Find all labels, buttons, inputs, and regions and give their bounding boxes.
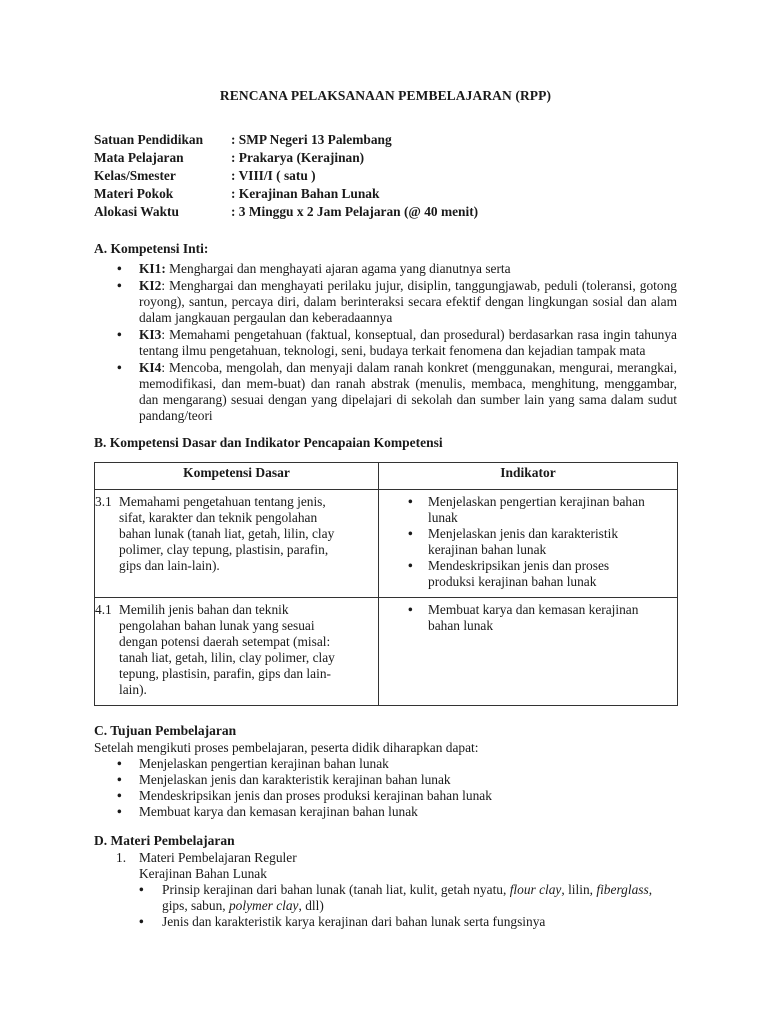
list-item: • Menjelaskan pengertian kerajinan bahan lunak [117, 756, 389, 771]
bullet-icon: • [408, 602, 413, 617]
tujuan-list [94, 756, 677, 820]
kd-cell: 4.1 Memilih jenis bahan dan teknik pengolahan bahan lunak yang sesuai dengan potensi daerah setempat (misal: tanah liat, getah, lilin, clay polimer, clay tepung, plastisin, parafin, gips dan lain-lain). [95, 598, 379, 706]
section-d-heading: D. Materi Pembelajaran [94, 833, 235, 848]
list-item: • Membuat karya dan kemasan kerajinan bahan lunak [408, 602, 639, 633]
materi-sub-list [94, 882, 677, 930]
bullet-icon: • [117, 804, 122, 819]
identity-row: Satuan Pendidikan : SMP Negeri 13 Palembang [94, 132, 392, 147]
bullet-icon: • [408, 526, 413, 541]
list-item: • KI2: Menghargai dan menghayati perilaku jujur, disiplin, tanggungjawab, peduli (toleransi, gotong royong), santun, percaya diri, dalam berinteraksi secara efektif dengan lingkungan sosial dan alam dalam jangkauan pergaulan dan keberadaannya [117, 278, 677, 325]
list-item: • Menjelaskan jenis dan karakteristik kerajinan bahan lunak [408, 526, 619, 557]
kd-cell: 3.1 Memahami pengetahuan tentang jenis, sifat, karakter dan teknik pengolahan bahan lunak (tanah liat, getah, lilin, clay polimer, clay tepung, plastisin, parafin, gips dan lain-lain). [95, 490, 379, 598]
bullet-icon: • [117, 756, 122, 771]
column-header: Indikator [379, 463, 678, 490]
bullet-icon: • [408, 558, 413, 573]
bullet-icon: • [117, 278, 122, 293]
bullet-icon: • [139, 914, 144, 929]
kompetensi-inti-list [94, 261, 677, 424]
list-item: • Menjelaskan jenis dan karakteristik kerajinan bahan lunak [117, 772, 451, 787]
kd-indikator-table [94, 462, 678, 706]
identity-row: Mata Pelajaran : Prakarya (Kerajinan) [94, 150, 365, 165]
list-item: • KI4: Mencoba, mengolah, dan menyaji dalam ranah konkret (menggunakan, mengurai, merangkai, memodifikasi, dan mem-buat) dan ranah abstrak (menulis, membaca, menghitung, menggambar, dan mengarang) sesuai dengan yang dipelajari di sekolah dan sumber lain yang sama dalam sudut pandang/teori [117, 360, 677, 423]
bullet-icon: • [139, 882, 144, 897]
identity-row: Kelas/Smester : VIII/I ( satu ) [94, 168, 316, 183]
table-header-row [95, 463, 678, 490]
bullet-icon: • [117, 261, 122, 276]
indikator-cell [379, 490, 678, 598]
section-c-intro: Setelah mengikuti proses pembelajaran, peserta didik diharapkan dapat: [94, 740, 479, 755]
bullet-icon: • [117, 788, 122, 803]
section-b-heading: B. Kompetensi Dasar dan Indikator Pencapaian Kompetensi [94, 435, 443, 450]
list-item: • Jenis dan karakteristik karya kerajinan dari bahan lunak serta fungsinya [139, 914, 546, 929]
list-item: • Prinsip kerajinan dari bahan lunak (tanah liat, kulit, getah nyatu, flour clay, lilin, fiberglass, gips, sabun, polymer clay, dll) [139, 882, 653, 913]
identity-row: Alokasi Waktu : 3 Minggu x 2 Jam Pelajaran (@ 40 menit) [94, 204, 479, 219]
identity-table [94, 132, 478, 222]
table-row [95, 598, 678, 706]
list-item: • Membuat karya dan kemasan kerajinan bahan lunak [117, 804, 418, 819]
materi-numbered-item: 1. Materi Pembelajaran Reguler Kerajinan Bahan Lunak [116, 850, 297, 881]
section-a-heading: A. Kompetensi Inti: [94, 241, 209, 256]
list-item: • KI1: Menghargai dan menghayati ajaran agama yang dianutnya serta [117, 261, 511, 276]
column-header: Kompetensi Dasar [95, 463, 379, 490]
list-item: • Mendeskripsikan jenis dan proses produksi kerajinan bahan lunak [408, 558, 610, 589]
list-item: • Mendeskripsikan jenis dan proses produksi kerajinan bahan lunak [117, 788, 492, 803]
bullet-icon: • [408, 494, 413, 509]
bullet-icon: • [117, 360, 122, 375]
document-title: RENCANA PELAKSANAAN PEMBELAJARAN (RPP) [219, 88, 552, 103]
bullet-icon: • [117, 772, 122, 787]
bullet-icon: • [117, 327, 122, 342]
document-page [94, 88, 677, 930]
table-row [95, 490, 678, 598]
identity-row: Materi Pokok : Kerajinan Bahan Lunak [94, 186, 380, 201]
section-c-heading: C. Tujuan Pembelajaran [94, 723, 237, 738]
indikator-cell [379, 598, 678, 706]
list-item: • KI3: Memahami pengetahuan (faktual, konseptual, dan prosedural) berdasarkan rasa ingin tahunya tentang ilmu pengetahuan, teknologi, seni, budaya terkait fenomena dan kejadian tampak mata [117, 327, 677, 358]
list-item: • Menjelaskan pengertian kerajinan bahan lunak [408, 494, 645, 525]
